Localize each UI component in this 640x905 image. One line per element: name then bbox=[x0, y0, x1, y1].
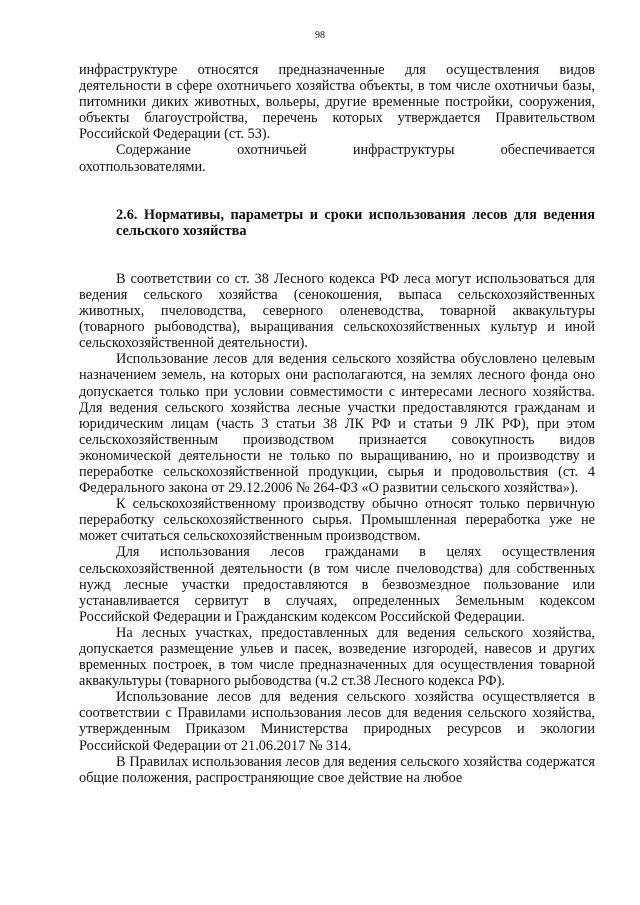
paragraph: Использование лесов для ведения сельского хозяйства обусловлено целевым назначением земель, на которых они располагаются, на землях лесного фонда оно допускается только при условии совместимости с интересами лесного хозяйства. Для ведения сельского хозяйства лесные участки предоставляются гражданам и юридическим лицам (часть 3 статьи 38 ЛК РФ и статьи 9 ЛК РФ), при этом сельскохозяйственным производством признается совокупность видов экономической деятельности не только по выращиванию, но и производству и переработке сельскохозяйственной продукции, сырья и продовольствия (ст. 4 Федерального закона от 29.12.2006 № 264-ФЗ «О развитии сельского хозяйства»). bbox=[79, 351, 595, 497]
document-body bbox=[79, 62, 595, 786]
paragraph: Содержание охотничьей инфраструктуры обеспечивается охотпользователями. bbox=[79, 142, 595, 175]
paragraph: В Правилах использования лесов для ведения сельского хозяйства содержатся общие положения, распространяющие свое действие на любое bbox=[79, 753, 595, 786]
paragraph: К сельскохозяйственному производству обычно относят только первичную переработку сельскохозяйственного сырья. Промышленная переработка уже не может считаться сельскохозяйственным производством. bbox=[79, 496, 595, 545]
paragraph: инфраструктуре относятся предназначенные для осуществления видов деятельности в сфере охотничьего хозяйства объекты, в том числе охотничьи базы, питомники диких животных, вольеры, другие временные постройки, сооружения, объекты благоустройства, перечень которых утверждается Правительством Российской Федерации (ст. 53). bbox=[79, 62, 595, 143]
paragraph: На лесных участках, предоставленных для ведения сельского хозяйства, допускается размещение ульев и пасек, возведение изгородей, навесов и других временных построек, в том числе предназначенных для осуществления товарной аквакультуры (товарного рыбоводства (ч.2 ст.38 Лесного кодекса РФ). bbox=[79, 624, 595, 690]
paragraph: В соответствии со ст. 38 Лесного кодекса РФ леса могут использоваться для ведения сельского хозяйства (сенокошения, выпаса сельскохозяйственных животных, пчеловодства, северного оленеводства, товарной аквакультуры (товарного рыбоводства), выращивания сельскохозяйственных культур и иной сельскохозяйственной деятельности). bbox=[79, 270, 595, 352]
section-heading: 2.6. Нормативы, параметры и сроки использования лесов для ведения сельского хозяйства bbox=[116, 206, 595, 239]
page-number: 98 bbox=[315, 30, 325, 41]
paragraph: Для использования лесов гражданами в целях осуществления сельскохозяйственной деятельности (в том числе пчеловодства) для собственных нужд лесные участки предоставляются в безвозмездное пользование или устанавливается сервитут в случаях, определенных Земельным кодексом Российской Федерации и Гражданским кодексом Российской Федерации. bbox=[79, 544, 595, 625]
paragraph: Использование лесов для ведения сельского хозяйства осуществляется в соответствии с Правилами использования лесов для ведения сельского хозяйства, утвержденным Приказом Министерства природных ресурсов и экологии Российской Федерации от 21.06.2017 № 314. bbox=[79, 689, 595, 754]
